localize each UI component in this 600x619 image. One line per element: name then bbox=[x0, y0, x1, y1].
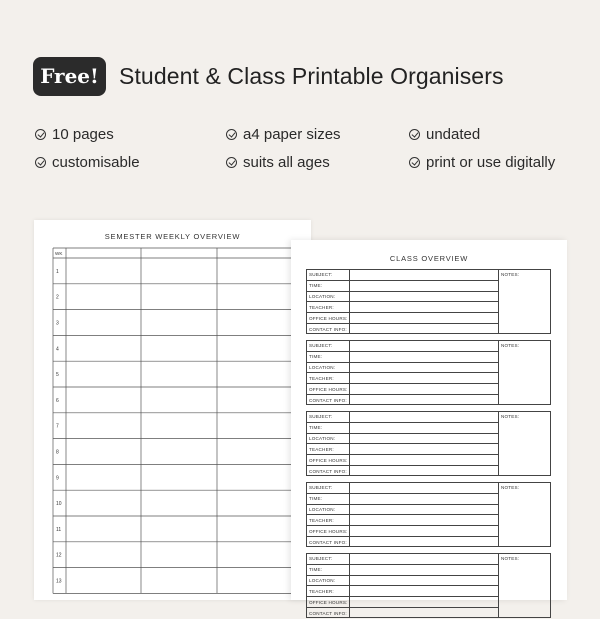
notes-box: NOTES: bbox=[498, 554, 552, 617]
class-overview-page bbox=[291, 240, 567, 616]
week-number: 11 bbox=[56, 526, 62, 533]
field-values bbox=[350, 341, 498, 404]
weekly-grid bbox=[34, 220, 311, 600]
week-number: 3 bbox=[56, 320, 59, 327]
field-labels bbox=[307, 341, 350, 404]
feature-label: customisable bbox=[52, 154, 140, 171]
field-value-line bbox=[350, 494, 498, 505]
notes-box: NOTES: bbox=[498, 483, 552, 546]
field-label: TEACHER: bbox=[307, 302, 349, 313]
field-value-line bbox=[350, 515, 498, 526]
free-badge: Free! bbox=[33, 57, 106, 96]
field-value-line bbox=[350, 341, 498, 352]
field-values bbox=[350, 412, 498, 475]
field-label: SUBJECT: bbox=[307, 341, 349, 352]
week-number: 10 bbox=[56, 501, 62, 508]
field-value-line bbox=[350, 444, 498, 455]
weekly-overview-page bbox=[34, 220, 311, 600]
field-value-line bbox=[350, 292, 498, 303]
field-value-line bbox=[350, 313, 498, 324]
field-label: SUBJECT: bbox=[307, 270, 349, 281]
feature-label: 10 pages bbox=[52, 126, 114, 143]
field-label: SUBJECT: bbox=[307, 554, 349, 565]
week-number: 12 bbox=[56, 552, 62, 559]
field-value-line bbox=[350, 505, 498, 516]
field-label: TIME: bbox=[307, 494, 349, 505]
week-number: 2 bbox=[56, 294, 59, 301]
field-value-line bbox=[350, 608, 498, 619]
notes-box: NOTES: bbox=[498, 341, 552, 404]
class-page-title: CLASS OVERVIEW bbox=[389, 254, 469, 263]
field-labels bbox=[307, 412, 350, 475]
class-block bbox=[306, 340, 551, 405]
field-values bbox=[350, 270, 498, 333]
feature-label: suits all ages bbox=[243, 154, 330, 171]
field-label: OFFICE HOURS: bbox=[307, 313, 349, 324]
field-value-line bbox=[350, 565, 498, 576]
field-label: CONTACT INFO: bbox=[309, 539, 347, 545]
feature-item bbox=[35, 154, 140, 171]
field-value-line bbox=[350, 483, 498, 494]
class-block bbox=[306, 411, 551, 476]
field-value-line bbox=[350, 554, 498, 565]
field-label: TIME: bbox=[307, 423, 349, 434]
field-label: SUBJECT: bbox=[307, 483, 349, 494]
field-label: TIME: bbox=[307, 565, 349, 576]
check-circle-icon bbox=[226, 129, 237, 140]
field-label: OFFICE HOURS: bbox=[307, 526, 349, 537]
field-label: TIME: bbox=[307, 281, 349, 292]
field-label: CONTACT INFO: bbox=[309, 610, 347, 616]
field-value-line bbox=[350, 466, 498, 477]
field-labels bbox=[307, 483, 350, 546]
field-value-line bbox=[350, 526, 498, 537]
field-label: TEACHER: bbox=[307, 373, 349, 384]
field-label: OFFICE HOURS: bbox=[307, 455, 349, 466]
field-value-line bbox=[350, 302, 498, 313]
field-label: CONTACT INFO: bbox=[309, 468, 347, 474]
week-header: WK bbox=[55, 251, 63, 256]
field-label: OFFICE HOURS: bbox=[307, 384, 349, 395]
class-block bbox=[306, 553, 551, 618]
field-labels bbox=[307, 270, 350, 333]
field-value-line bbox=[350, 324, 498, 335]
field-values bbox=[350, 554, 498, 617]
check-circle-icon bbox=[35, 129, 46, 140]
field-value-line bbox=[350, 576, 498, 587]
field-value-line bbox=[350, 597, 498, 608]
field-value-line bbox=[350, 586, 498, 597]
check-circle-icon bbox=[409, 129, 420, 140]
feature-item bbox=[409, 126, 480, 143]
week-number: 4 bbox=[56, 346, 59, 353]
feature-label: undated bbox=[426, 126, 481, 143]
check-circle-icon bbox=[35, 157, 46, 168]
page-title: Student & Class Printable Organisers bbox=[119, 62, 504, 89]
feature-list bbox=[35, 126, 575, 178]
field-value-line bbox=[350, 455, 498, 466]
field-value-line bbox=[350, 281, 498, 292]
week-number: 6 bbox=[56, 397, 59, 404]
week-number: 13 bbox=[56, 578, 62, 585]
field-label: CONTACT INFO: bbox=[309, 326, 347, 332]
field-value-line bbox=[350, 412, 498, 423]
field-labels bbox=[307, 554, 350, 617]
field-label: TIME: bbox=[307, 352, 349, 363]
field-value-line bbox=[350, 270, 498, 281]
field-value-line bbox=[350, 423, 498, 434]
notes-box: NOTES: bbox=[498, 412, 552, 475]
field-value-line bbox=[350, 395, 498, 406]
feature-item bbox=[226, 154, 330, 171]
field-label: LOCATION: bbox=[307, 363, 349, 374]
week-number: 5 bbox=[56, 372, 59, 379]
feature-item bbox=[35, 126, 114, 143]
week-number: 8 bbox=[56, 449, 59, 456]
check-circle-icon bbox=[226, 157, 237, 168]
field-value-line bbox=[350, 384, 498, 395]
weekly-page-title: SEMESTER WEEKLY OVERVIEW bbox=[104, 232, 241, 241]
notes-box: NOTES: bbox=[498, 270, 552, 333]
class-block bbox=[306, 269, 551, 334]
feature-label: a4 paper sizes bbox=[243, 126, 341, 143]
header bbox=[33, 56, 504, 96]
check-circle-icon bbox=[409, 157, 420, 168]
feature-label: print or use digitally bbox=[426, 154, 556, 171]
field-value-line bbox=[350, 373, 498, 384]
field-label: LOCATION: bbox=[307, 505, 349, 516]
field-label: TEACHER: bbox=[307, 586, 349, 597]
week-number: 1 bbox=[56, 268, 59, 275]
field-label: OFFICE HOURS: bbox=[307, 597, 349, 608]
field-label: TEACHER: bbox=[307, 515, 349, 526]
field-value-line bbox=[350, 537, 498, 548]
field-label: LOCATION: bbox=[307, 434, 349, 445]
field-values bbox=[350, 483, 498, 546]
field-label: TEACHER: bbox=[307, 444, 349, 455]
field-value-line bbox=[350, 363, 498, 374]
class-block bbox=[306, 482, 551, 547]
field-label: SUBJECT: bbox=[307, 412, 349, 423]
week-number: 7 bbox=[56, 423, 59, 430]
field-value-line bbox=[350, 434, 498, 445]
feature-item bbox=[226, 126, 341, 143]
field-label: LOCATION: bbox=[307, 292, 349, 303]
week-number: 9 bbox=[56, 475, 59, 482]
field-value-line bbox=[350, 352, 498, 363]
field-label: LOCATION: bbox=[307, 576, 349, 587]
field-label: CONTACT INFO: bbox=[309, 397, 347, 403]
feature-item bbox=[409, 154, 555, 171]
